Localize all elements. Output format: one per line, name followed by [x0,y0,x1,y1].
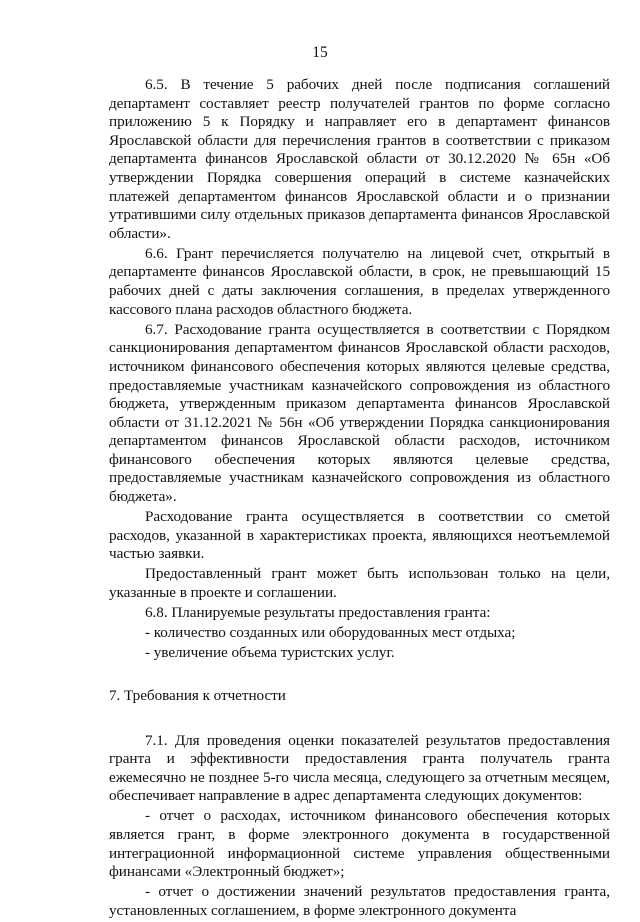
paragraph-grant-use: Предоставленный грант может быть использован только на цели, указанные в проекте и соглашении. [109,565,610,602]
list-item: - увеличение объема туристских услуг. [145,644,395,662]
list-item: - отчет о достижении значений результатов предоставления гранта, установленных соглашением, в форме электронного документа [109,883,610,919]
paragraph-6-6: 6.6. Грант перечисляется получателю на лицевой счет, открытый в департаменте финансов Ярославской области, в срок, не превышающий 15 рабочих дней с даты заключения соглашения, в пределах утвержденного кассового плана расходов областного бюджета. [109,244,610,318]
paragraph-6-7: 6.7. Расходование гранта осуществляется в соответствии с Порядком санкционирования департаментом финансов Ярославской области расходов, источником финансового обеспечения которых являются целевые средства, предоставляемые участникам казначейского сопровождения из областного бюджета, утвержденным приказом департамента финансов Ярославской области от 31.12.2021 № 56н «Об утверждении Порядка санкционирования департаментом финансов Ярославской области расходов, источником финансового обеспечения которых являются целевые средства, предоставляемые участникам казначейского сопровождения из областного бюджета». [109,320,610,506]
list-item: - количество созданных или оборудованных мест отдыха; [145,624,516,642]
paragraph-spending: Расходование гранта осуществляется в соответствии со сметой расходов, указанной в характеристиках проекта, являющихся неотъемлемой частью заявки. [109,508,610,563]
paragraph-6-8: 6.8. Планируемые результаты предоставления гранта: [145,604,491,622]
list-item: - отчет о расходах, источником финансового обеспечения которых является грант, в форме электронного документа в государственной интеграционной информационной системе управления общественными финансами «Электронный бюджет»; [109,807,610,881]
page-number: 15 [312,44,328,61]
document-body [109,76,610,922]
paragraph-7-1: 7.1. Для проведения оценки показателей результатов предоставления гранта и эффективности предоставления гранта получатель гранта ежемесячно не позднее 5-го числа месяца, следующего за отчетным месяцем, обеспечивает направление в адрес департамента следующих документов: [109,731,610,805]
paragraph-6-5: 6.5. В течение 5 рабочих дней после подписания соглашений департамент составляет реестр получателей грантов по форме согласно приложению 5 к Порядку и направляет его в департамент финансов Ярославской области для перечисления грантов в соответствии с приказом департамента финансов Ярославской области от 30.12.2020 № 65н «Об утверждении Порядка совершения операций в системе казначейских платежей департаментом финансов Ярославской области и о признании утратившими силу отдельных приказов департамента финансов Ярославской области». [109,76,610,242]
section-heading: 7. Требования к отчетности [109,686,286,704]
